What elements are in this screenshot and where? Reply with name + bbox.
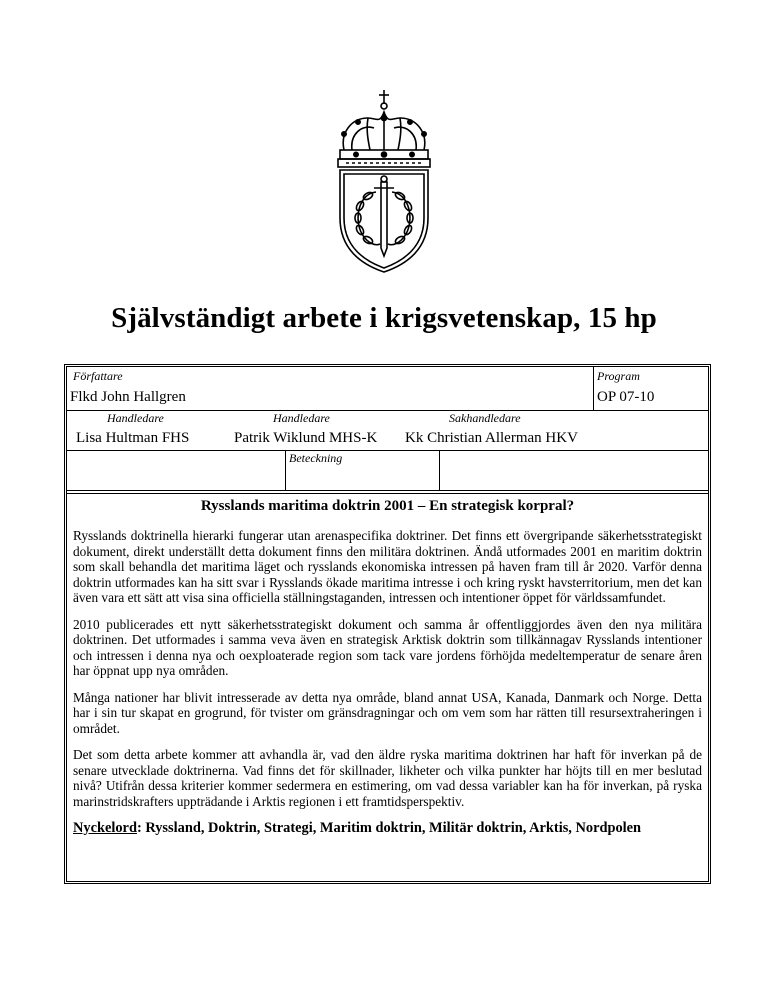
- abstract-paragraph: Rysslands doktrinella hierarki fungerar utan arenaspecifika doktriner. Det finns ett övergripande säkerhetsstrategiskt dokument, direkt underställt detta dokument finns den militära doktrinen. Ändå utformades 2001 en maritim doktrin som skall behandla det maritima läget och rysslands ekonomiska intressen på haven fram till år 2020. Varför denna doktrin utformades kan ha sitt svar i Rysslands ökade maritima intresse i och kring ryskt havsterritorium, men det kan även vara ett sätt att visa sina officiella ställningstaganden, intressen och intentioner öppet för världssamfundet.: [73, 528, 702, 605]
- subject-supervisor-header: Sakhandledare: [449, 411, 521, 425]
- row-divider: [67, 490, 708, 491]
- author-header: Författare: [73, 369, 123, 383]
- row-divider: [67, 493, 708, 494]
- thesis-info-form: [64, 364, 711, 884]
- swedish-coat-of-arms-emblem: [328, 88, 440, 274]
- supervisor2-value: Patrik Wiklund MHS-K: [234, 430, 378, 446]
- laurel-wreath-icon: [355, 191, 413, 245]
- supervisor1-header: Handledare: [107, 411, 164, 425]
- abstract-title: Rysslands maritima doktrin 2001 – En strategisk korpral?: [200, 498, 575, 514]
- designation-divider-right: [439, 450, 440, 490]
- designation-header: Beteckning: [289, 451, 343, 465]
- abstract-section: [71, 498, 704, 837]
- row-divider: [67, 450, 708, 451]
- author-value: Flkd John Hallgren: [70, 389, 186, 405]
- keywords-line: [73, 820, 702, 837]
- crown-cross-icon: [379, 90, 389, 109]
- crown-icon: [338, 112, 430, 167]
- program-header: Program: [597, 369, 640, 383]
- subject-supervisor-value: Kk Christian Allerman HKV: [405, 430, 578, 446]
- keywords-value: : Ryssland, Doktrin, Strategi, Maritim doktrin, Militär doktrin, Arktis, Nordpolen: [136, 820, 642, 836]
- supervisor1-value: Lisa Hultman FHS: [76, 430, 190, 446]
- abstract-paragraph: Många nationer har blivit intresserade av detta nya område, bland annat USA, Kanada, Danmark och Norge. Detta har i sin tur skapat en grogrund, för tvister om gränsdragningar och om vem som har rätten till resursextraheringen i området.: [73, 689, 702, 736]
- supervisor2-header: Handledare: [273, 411, 330, 425]
- keywords-label: Nyckelord: [73, 820, 137, 836]
- abstract-paragraph: Det som detta arbete kommer att avhandla är, vad den äldre ryska maritima doktrinen har haft för inverkan på de senare utvecklade doktrinerna. Vad finns det för skillnader, likheter och vilka punkter har höjts till en mer beslutad nivå? Utifrån dessa kriterier kommer sedermera en estimering, om vad dessa variabler kan ha för inverkan, på ryska marinstridskrafters uppträdande i Arktis regionen i ett framtidsperspektiv.: [73, 747, 702, 809]
- abstract-paragraph: 2010 publicerades ett nytt säkerhetsstrategiskt dokument och samma år offentliggjordes även den nya militära doktrinen. Det utformades i samma veva även en strategisk Arktisk doktrin som tillkännagav Rysslands intentioner och intressen i denna nya och oexploaterade region som tack vare jordens förhöjda medeltemperatur de senare åren har öppnat upp nya områden.: [73, 616, 702, 678]
- designation-divider-left: [285, 450, 286, 490]
- program-value: OP 07-10: [597, 389, 655, 405]
- program-divider: [593, 367, 594, 410]
- page-title: Självständigt arbete i krigsvetenskap, 15 hp: [111, 302, 657, 334]
